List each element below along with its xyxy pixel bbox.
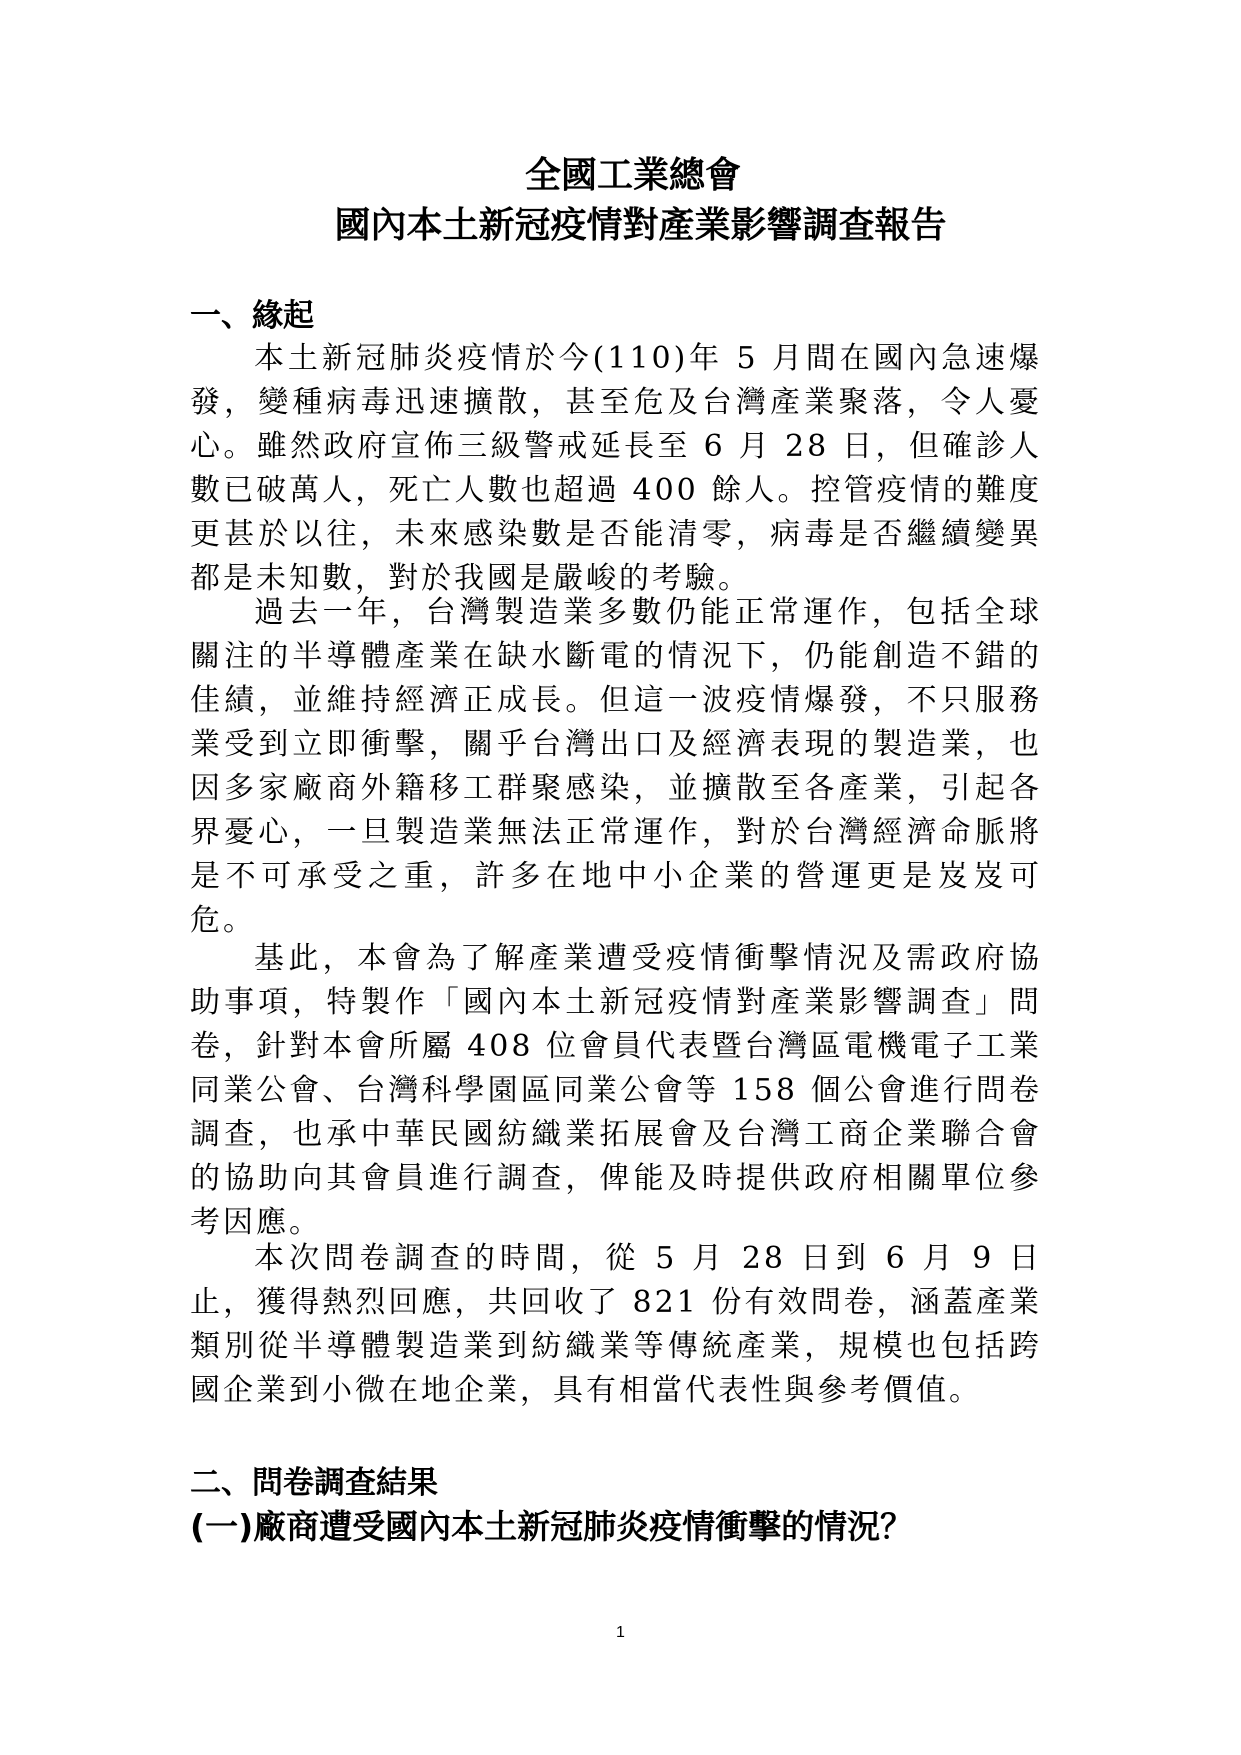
section-heading-origin: 一、緣起: [190, 298, 314, 334]
report-title: 國內本土新冠疫情對產業影響調查報告: [334, 205, 947, 246]
page-number: 1: [616, 1624, 625, 1641]
paragraph: 本次問卷調查的時間，從 5 月 28 日到 6 月 9 日止，獲得熱烈回應，共回收了 821 份有效問卷，涵蓋產業類別從半導體製造業到紡織業等傳統產業，規模也包括跨國企業到小微在地企業，具有相當代表性與參考價值。: [190, 1241, 1042, 1408]
organization-title: 全國工業總會: [524, 155, 741, 196]
subsection-heading: (一)廠商遭受國內本土新冠肺炎疫情衝擊的情況？: [190, 1507, 914, 1546]
paragraph: 本土新冠肺炎疫情於今(110)年 5 月間在國內急速爆發，變種病毒迅速擴散，甚至危及台灣產業聚落，令人憂心。雖然政府宣佈三級警戒延長至 6 月 28 日，但確診人數已破萬人，死亡人數也超過 400 餘人。控管疫情的難度更甚於以往，未來感染數是否能清零，病毒是否繼續變異都是未知數，對於我國是嚴峻的考驗。: [190, 341, 1042, 596]
section-heading-survey-results: 二、問卷調查結果: [190, 1465, 438, 1501]
paragraph: 基此，本會為了解產業遭受疫情衝擊情況及需政府協助事項，特製作「國內本土新冠疫情對產業影響調查」問卷，針對本會所屬 408 位會員代表暨台灣區電機電子工業同業公會、台灣科學園區同業公會等 158 個公會進行問卷調查，也承中華民國紡織業拓展會及台灣工商企業聯合會的協助向其會員進行調查，俾能及時提供政府相關單位參考因應。: [190, 941, 1042, 1240]
paragraph: 過去一年，台灣製造業多數仍能正常運作，包括全球關注的半導體產業在缺水斷電的情況下，仍能創造不錯的佳績，並維持經濟正成長。但這一波疫情爆發，不只服務業受到立即衝擊，關乎台灣出口及經濟表現的製造業，也因多家廠商外籍移工群聚感染，並擴散至各產業，引起各界憂心，一旦製造業無法正常運作，對於台灣經濟命脈將是不可承受之重，許多在地中小企業的營運更是岌岌可危。: [190, 595, 1042, 938]
